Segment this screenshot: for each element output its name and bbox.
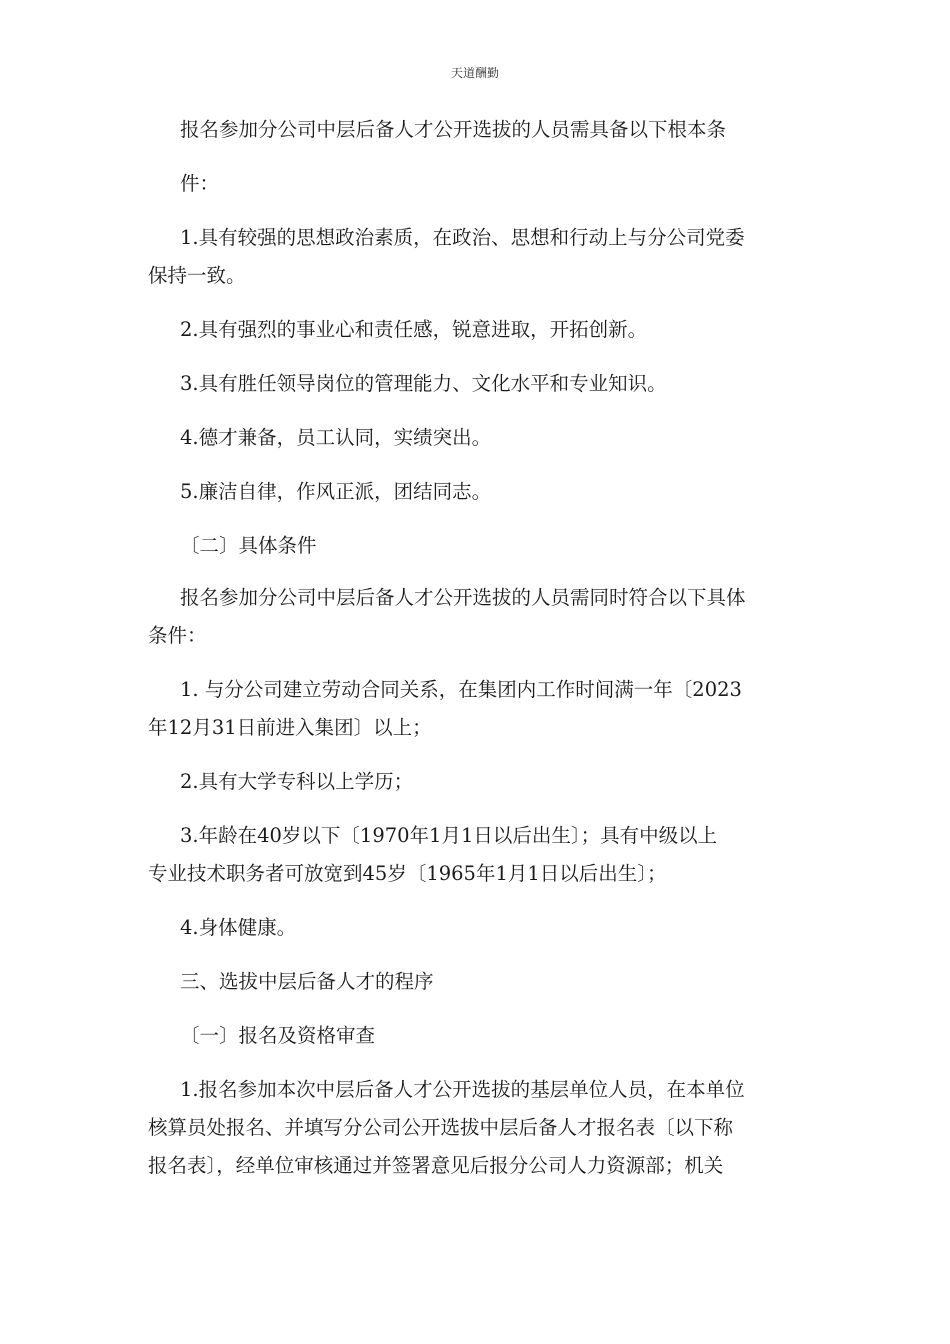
paragraph-line: 条件： [148, 624, 207, 647]
paragraph-line: 1.具有较强的思想政治素质，在政治、思想和行动上与分公司党委 [180, 226, 745, 249]
section-heading: 〔二〕具体条件 [180, 534, 317, 557]
paragraph-line: 4.身体健康。 [180, 916, 297, 939]
paragraph-line: 报名参加分公司中层后备人才公开选拔的人员需具备以下根本条 [180, 118, 727, 141]
page-header: 天道酬勤 [450, 66, 499, 80]
paragraph-line: 核算员处报名、并填写分公司公开选拔中层后备人才报名表〔以下称 [148, 1116, 734, 1139]
paragraph-line: 2.具有大学专科以上学历； [180, 770, 414, 793]
paragraph-line: 2.具有强烈的事业心和责任感，锐意进取，开拓创新。 [180, 318, 648, 341]
paragraph-line: 报名表〕，经单位审核通过并签署意见后报分公司人力资源部；机关 [148, 1154, 724, 1177]
paragraph-line: 5.廉洁自律，作风正派，团结同志。 [180, 480, 492, 503]
paragraph-line: 3.具有胜任领导岗位的管理能力、文化水平和专业知识。 [180, 372, 667, 395]
paragraph-line: 保持一致。 [148, 264, 246, 287]
paragraph-line: 报名参加分公司中层后备人才公开选拔的人员需同时符合以下具体 [180, 586, 746, 609]
paragraph-line: 件： [180, 172, 220, 195]
paragraph-line: 1. 与分公司建立劳动合同关系，在集团内工作时间满一年〔2023 [180, 678, 742, 701]
paragraph-line: 4.德才兼备，员工认同，实绩突出。 [180, 426, 492, 449]
section-heading: 三、选拔中层后备人才的程序 [180, 970, 434, 993]
paragraph-line: 专业技术职务者可放宽到45岁〔1965年1月1日以后出生〕； [148, 862, 667, 885]
section-heading: 〔一〕报名及资格审查 [180, 1024, 376, 1047]
paragraph-line: 年12月31日前进入集团〕以上； [148, 716, 432, 739]
paragraph-line: 3.年龄在40岁以下〔1970年1月1日以后出生〕；具有中级以上 [180, 824, 718, 847]
paragraph-line: 1.报名参加本次中层后备人才公开选拔的基层单位人员，在本单位 [180, 1078, 745, 1101]
